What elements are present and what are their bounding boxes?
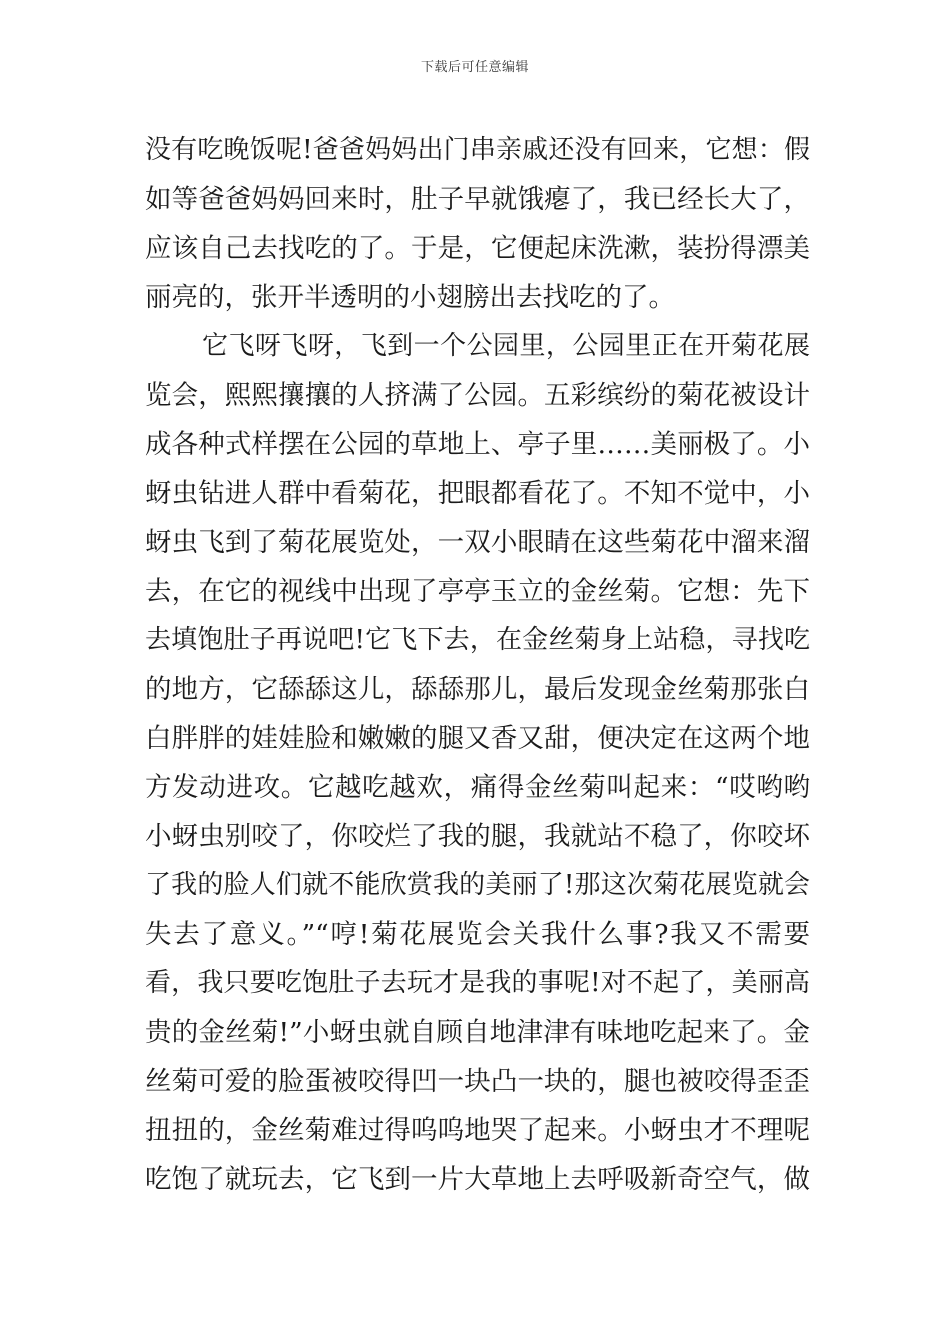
document-body: [145, 126, 810, 1204]
text-line: 去填饱肚子再说吧!它飞下去，在金丝菊身上站稳，寻找吃: [145, 625, 810, 655]
text-line: 丽亮的，张开半透明的小翅膀出去找吃的了。: [145, 282, 675, 313]
text-line: 如等爸爸妈妈回来时，肚子早就饿瘪了，我已经长大了，: [145, 184, 810, 215]
text-line: 它飞呀飞呀，飞到一个公园里，公园里正在开菊花展: [202, 331, 810, 361]
text-line: 蚜虫钻进人群中看菊花，把眼都看花了。不知不觉中，小: [145, 478, 810, 509]
text-line: 去，在它的视线中出现了亭亭玉立的金丝菊。它想：先下: [145, 576, 810, 607]
text-line: 看，我只要吃饱肚子去玩才是我的事呢!对不起了，美丽高: [145, 968, 810, 998]
paragraph: [145, 322, 810, 1204]
text-line: 的地方，它舔舔这儿，舔舔那儿，最后发现金丝菊那张白: [145, 674, 810, 705]
paragraph: [145, 126, 810, 322]
text-line: 成各种式样摆在公园的草地上、亭子里……美丽极了。小: [145, 429, 810, 460]
text-line: 失去了意义。”“哼!菊花展览会关我什么事?我又不需要: [145, 919, 810, 950]
text-line: 蚜虫飞到了菊花展览处，一双小眼睛在这些菊花中溜来溜: [145, 527, 810, 558]
text-line: 应该自己去找吃的了。于是，它便起床洗漱，装扮得漂美: [145, 233, 810, 264]
text-line: 吃饱了就玩去，它飞到一片大草地上去呼吸新奇空气，做: [145, 1164, 810, 1195]
text-line: 扭扭的，金丝菊难过得呜呜地哭了起来。小蚜虫才不理呢: [145, 1115, 810, 1146]
text-line: 览会，熙熙攘攘的人挤满了公园。五彩缤纷的菊花被设计: [145, 380, 810, 411]
text-line: 没有吃晚饭呢!爸爸妈妈出门串亲戚还没有回来，它想：假: [145, 135, 810, 165]
text-line: 贵的金丝菊!”小蚜虫就自顾自地津津有味地吃起来了。金: [145, 1017, 810, 1048]
page-header: 下载后可任意编辑: [420, 60, 529, 75]
text-line: 方发动进攻。它越吃越欢，痛得金丝菊叫起来：“哎哟哟: [145, 772, 810, 803]
text-line: 了我的脸人们就不能欣赏我的美丽了!那这次菊花展览就会: [145, 870, 810, 900]
text-line: 白胖胖的娃娃脸和嫩嫩的腿又香又甜，便决定在这两个地: [145, 723, 810, 754]
text-line: 丝菊可爱的脸蛋被咬得凹一块凸一块的，腿也被咬得歪歪: [145, 1066, 810, 1097]
text-line: 小蚜虫别咬了，你咬烂了我的腿，我就站不稳了，你咬坏: [145, 821, 810, 852]
